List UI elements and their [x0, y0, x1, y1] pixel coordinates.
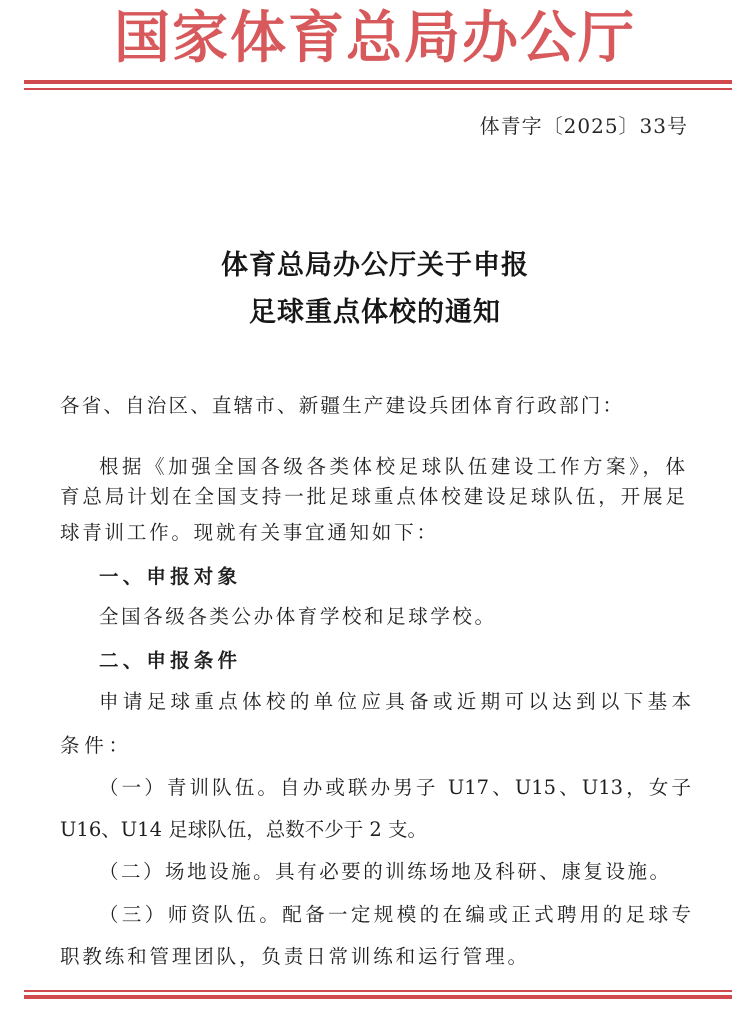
section-2-intro-line-1: 申请足球重点体校的单位应具备或近期可以达到以下基本: [99, 690, 691, 713]
section-1-body: 全国各级各类公办体育学校和足球学校。: [99, 605, 494, 628]
letterhead-org-name: 国家体育总局办公厅: [114, 5, 636, 71]
document-number: 体青字〔2025〕33号: [479, 114, 688, 138]
condition-item-2: （二）场地设施。具有必要的训练场地及科研、康复设施。: [99, 860, 669, 883]
letterhead-red-rule-thick: [24, 80, 732, 84]
condition-item-3-line-2: 职教练和管理团队，负责日常训练和运行管理。: [60, 945, 527, 968]
intro-paragraph-line-2: 育总局计划在全国支持一批足球重点体校建设足球队伍，开展足: [60, 485, 685, 508]
section-2-heading: 二、申报条件: [99, 649, 237, 672]
condition-item-1-line-1: （一）青训队伍。自办或联办男子 U17、U15、U13，女子: [99, 776, 691, 799]
document-title-line-2: 足球重点体校的通知: [249, 297, 501, 328]
footer-red-rule-thick: [24, 995, 732, 999]
section-2-intro-line-2: 条件：: [60, 734, 128, 757]
intro-paragraph-line-3: 球青训工作。现就有关事宜通知如下：: [60, 521, 436, 544]
condition-item-3-line-1: （三）师资队伍。配备一定规模的在编或正式聘用的足球专: [99, 903, 691, 926]
footer-red-rule-thin: [24, 990, 732, 992]
condition-item-1-line-2: U16、U14 足球队伍，总数不少于 2 支。: [60, 818, 427, 841]
intro-paragraph-line-1: 根据《加强全国各级各类体校足球队伍建设工作方案》，体: [99, 455, 685, 478]
section-1-heading: 一、申报对象: [99, 565, 237, 588]
letterhead-red-rule-thin: [24, 88, 732, 90]
salutation: 各省、自治区、直辖市、新疆生产建设兵团体育行政部门：: [60, 394, 622, 417]
document-title-line-1: 体育总局办公厅关于申报: [221, 250, 529, 281]
